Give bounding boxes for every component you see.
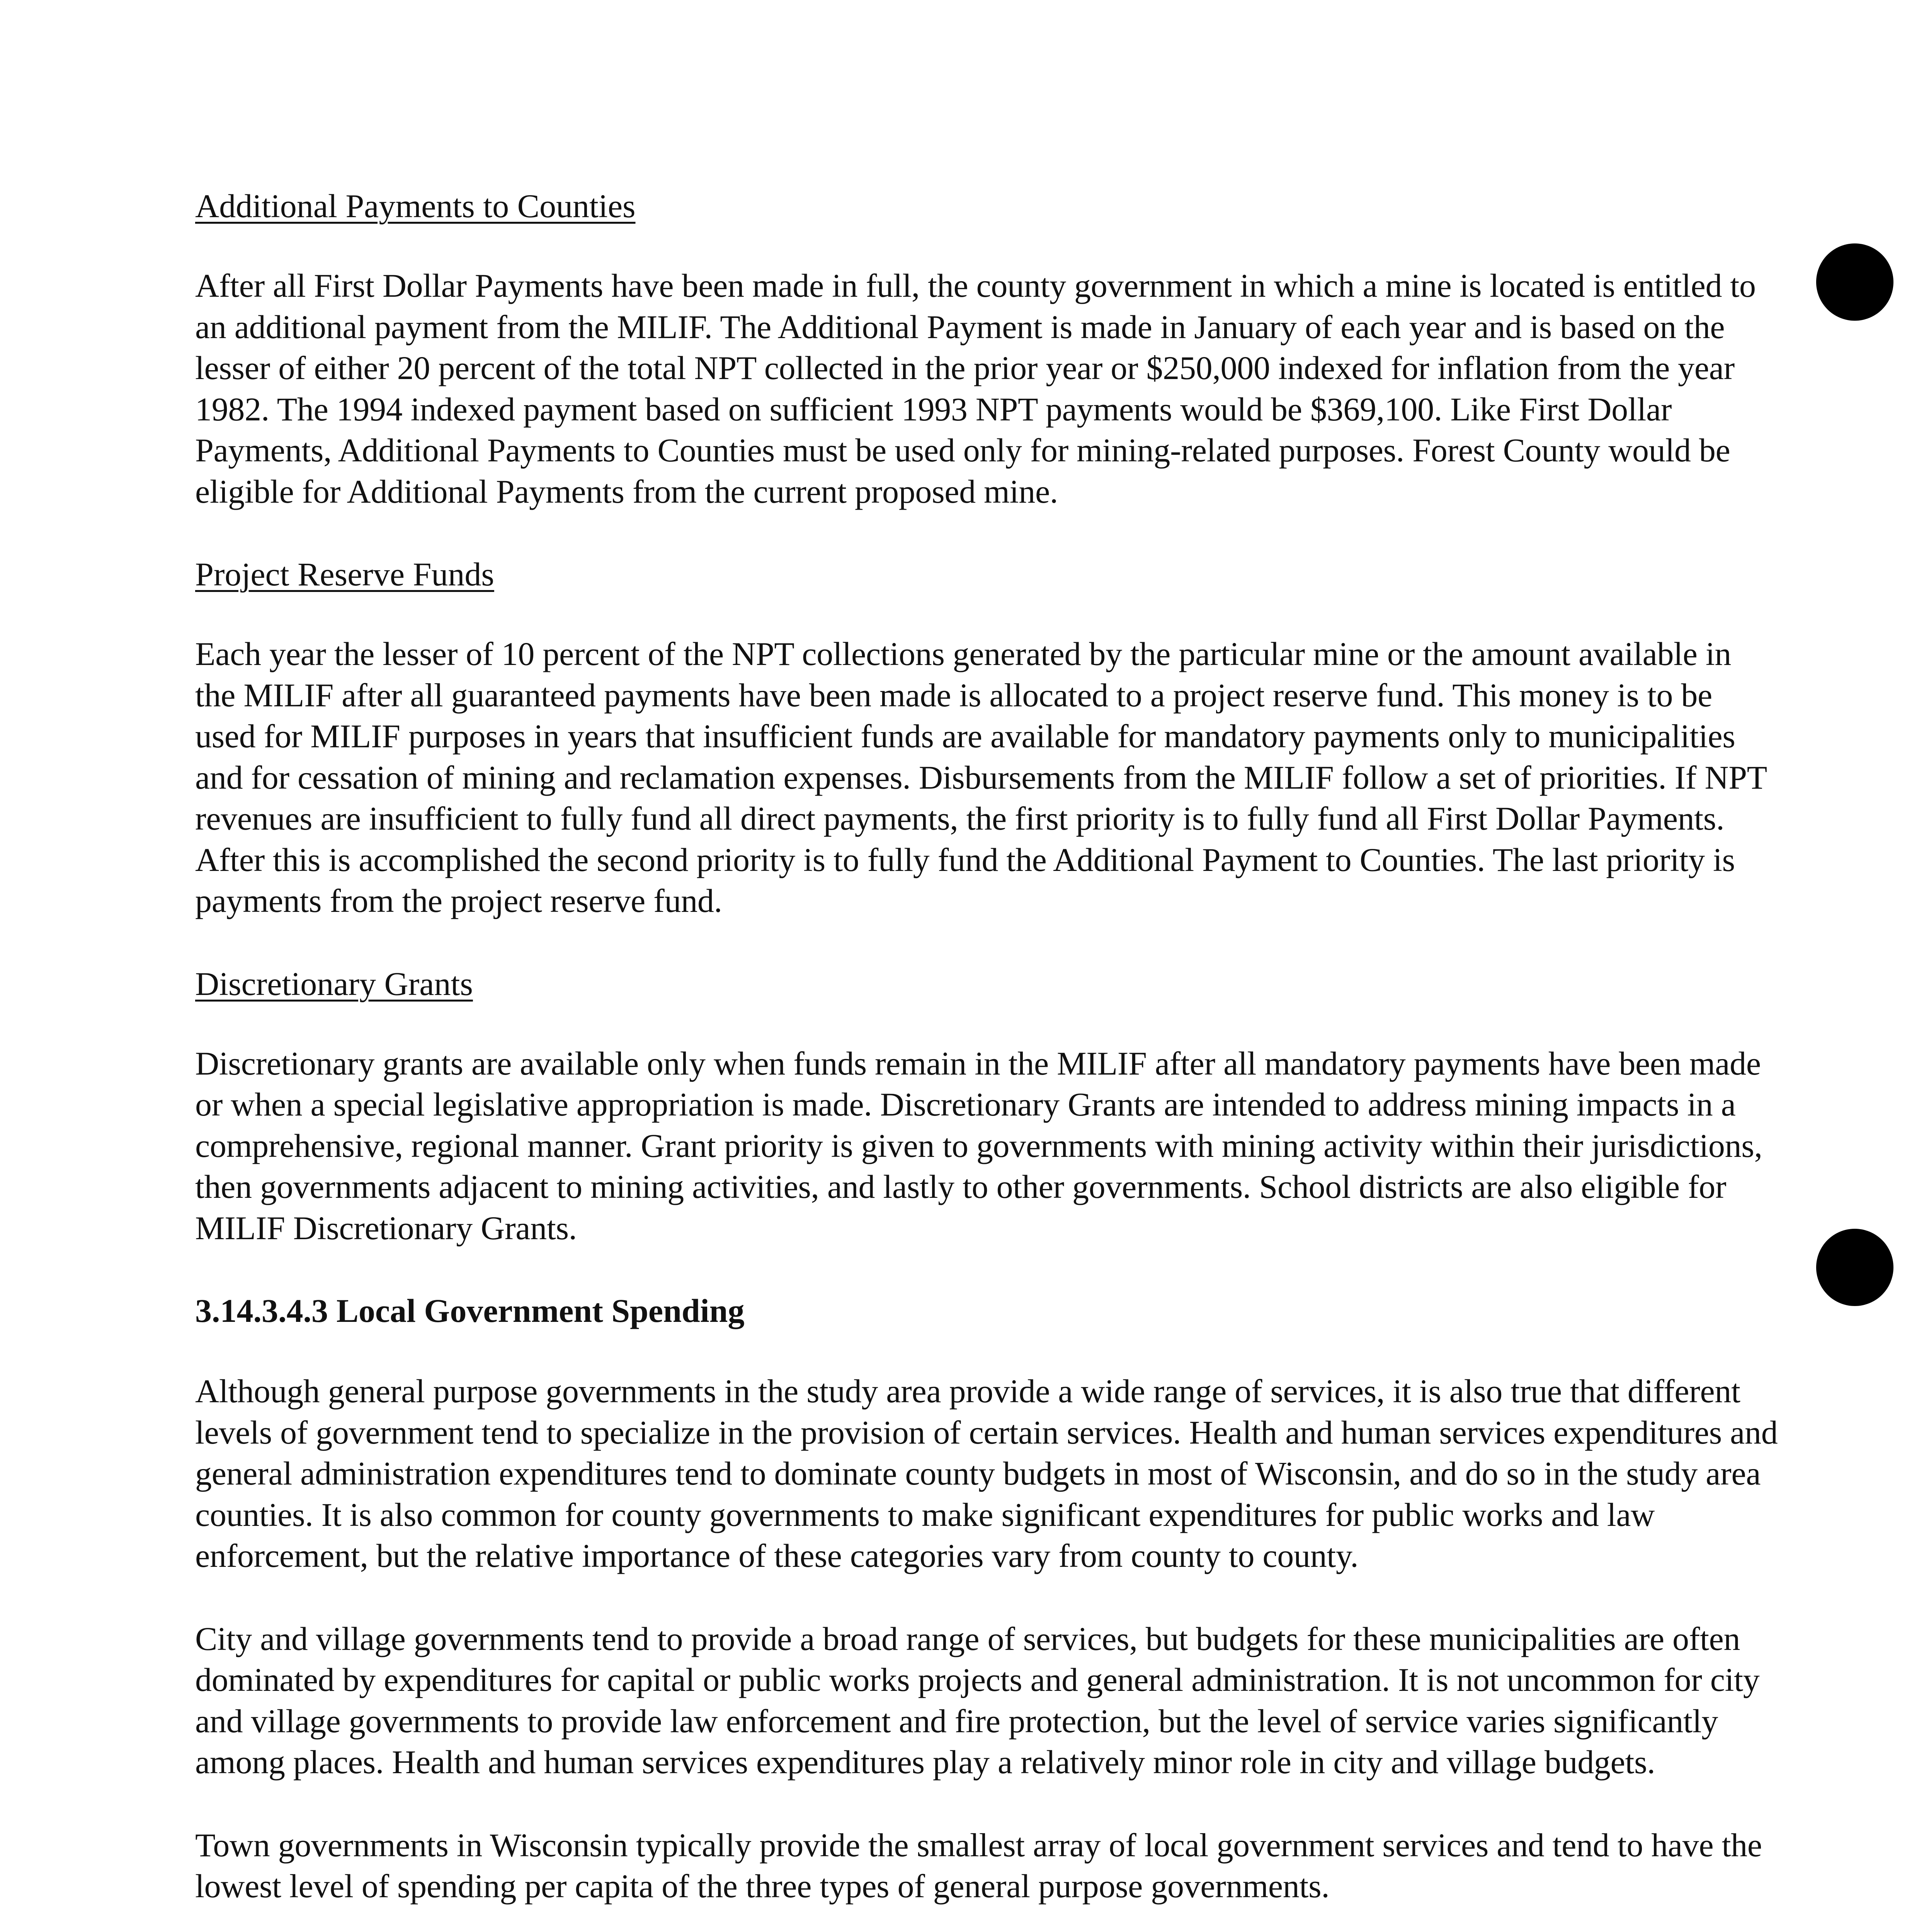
county-spending-paragraph: Although general purpose governments in the study area provide a wide range of services, it is also true that different levels of government tend to specialize in the provision of certain services. Health and human services expenditures and general administration expenditures tend to dominate county budgets in most of Wisconsin, and do so in the study area counties. It is also common for county governments to make significant expenditures for public works and law enforcement, but the relative importance of these categories vary from county to county. <box>195 1372 1778 1574</box>
margin-bullet-dot <box>1816 1229 1893 1306</box>
additional-payments-paragraph: After all First Dollar Payments have been made in full, the county government in which a mine is located is entitled to an additional payment from the MILIF. The Additional Payment is made in January of each year and is based on the lesser of either 20 percent of the total NPT collected in the prior year or $250,000 indexed for inflation from the year 1982. The 1994 indexed payment based on sufficient 1993 NPT payments would be $369,100. Like First Dollar Payments, Additional Payments to Counties must be used only for mining-related purposes. Forest County would be eligible for Additional Payments from the current proposed mine. <box>195 267 1756 510</box>
document-body <box>195 185 1779 1932</box>
city-village-spending-paragraph: City and village governments tend to provide a broad range of services, but budgets for these municipalities are often dominated by expenditures for capital or public works projects and general administration. It is not uncommon for city and village governments to provide law enforcement and fire protection, but the level of service varies significantly among places. Health and human services expenditures play a relatively minor role in city and village budgets. <box>195 1620 1760 1781</box>
project-reserve-heading: Project Reserve Funds <box>195 556 494 593</box>
local-government-spending-heading: 3.14.3.4.3 Local Government Spending <box>195 1292 745 1329</box>
margin-bullet-dot <box>1816 243 1893 321</box>
project-reserve-paragraph: Each year the lesser of 10 percent of the NPT collections generated by the particular mine or the amount available in the MILIF after all guaranteed payments have been made is allocated to a project reserve fund. This money is to be used for MILIF purposes in years that insufficient funds are available for mandatory payments only to municipalities and for cessation of mining and reclamation expenses. Disbursements from the MILIF follow a set of priorities. If NPT revenues are insufficient to fully fund all direct payments, the first priority is to fully fund all First Dollar Payments. After this is accomplished the second priority is to fully fund the Additional Payment to Counties. The last priority is payments from the project reserve fund. <box>195 635 1767 919</box>
discretionary-grants-paragraph: Discretionary grants are available only when funds remain in the MILIF after all mandatory payments have been made or when a special legislative appropriation is made. Discretionary Grants are intended to address mining impacts in a comprehensive, regional manner. Grant priority is given to governments with mining activity within their jurisdictions, then governments adjacent to mining activities, and lastly to other governments. School districts are also eligible for MILIF Discretionary Grants. <box>195 1044 1762 1247</box>
town-spending-paragraph: Town governments in Wisconsin typically provide the smallest array of local government services and tend to have the lowest level of spending per capita of the three types of general purpose governments. <box>195 1826 1762 1905</box>
discretionary-grants-heading: Discretionary Grants <box>195 965 473 1002</box>
additional-payments-heading: Additional Payments to Counties <box>195 187 636 224</box>
